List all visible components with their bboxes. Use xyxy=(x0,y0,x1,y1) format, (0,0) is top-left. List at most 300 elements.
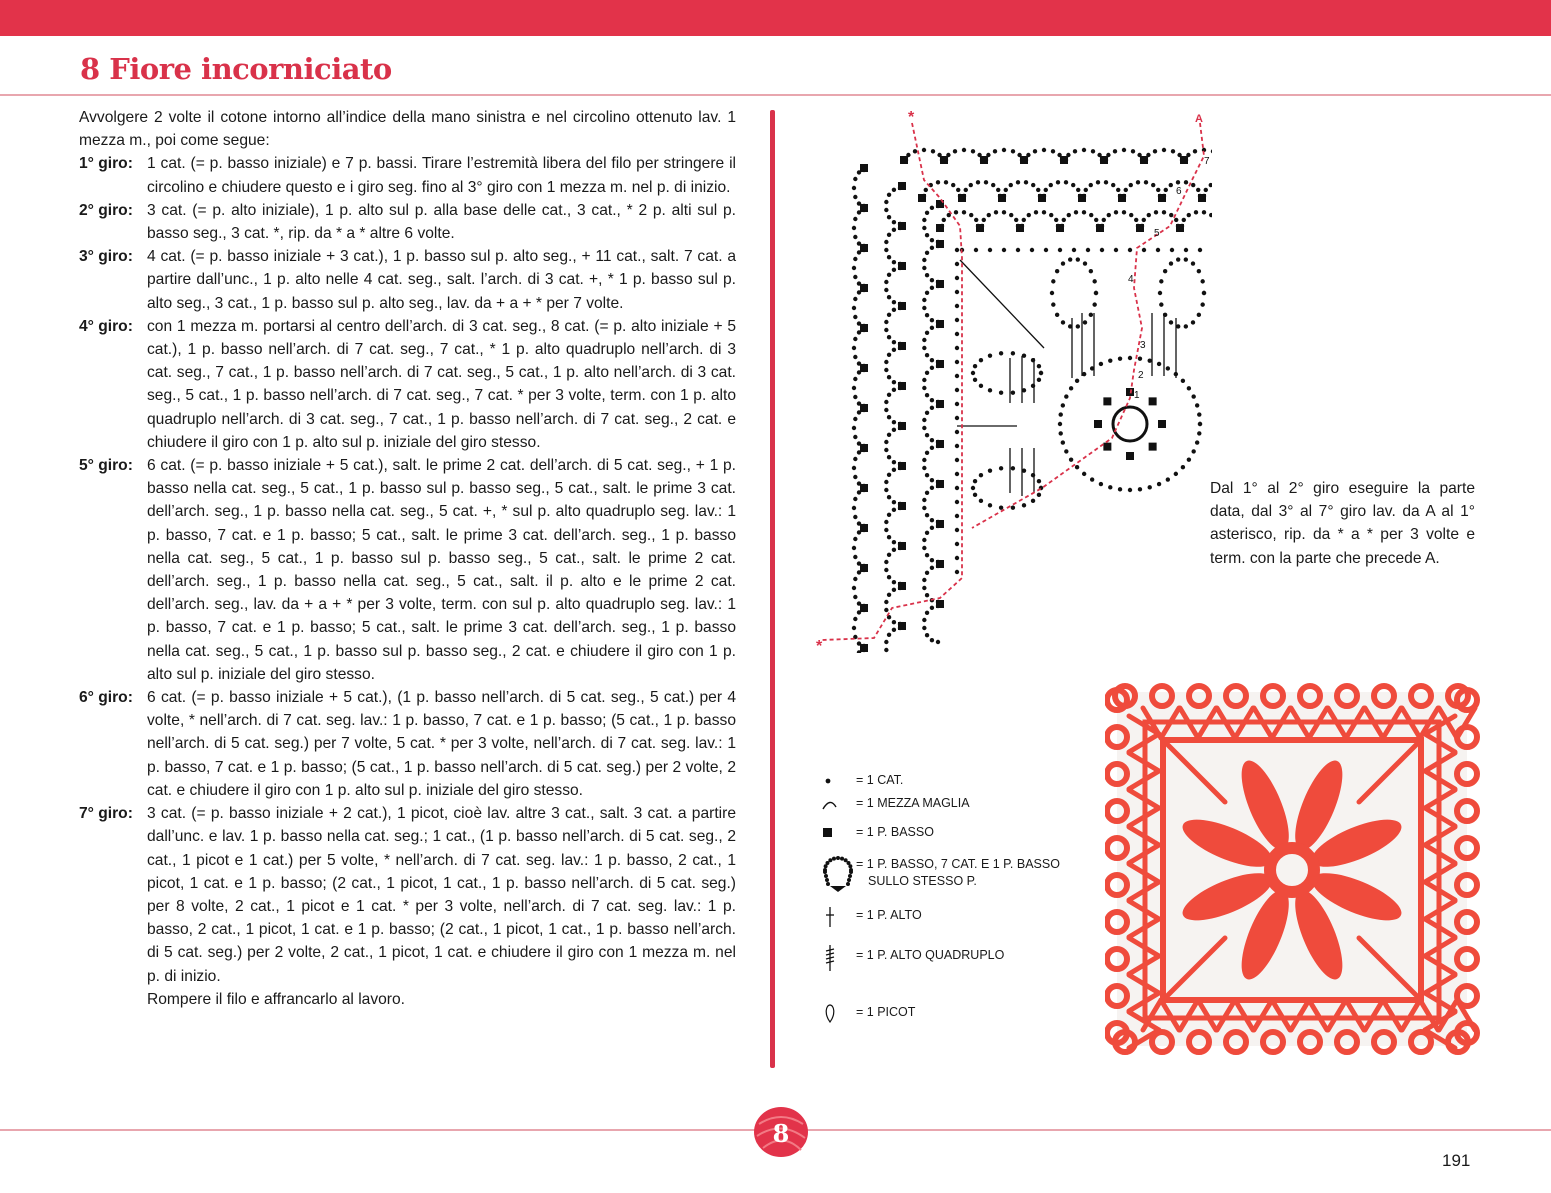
chain-stitch xyxy=(1195,403,1199,407)
page-title: 8 Fiore incorniciato xyxy=(80,52,392,86)
chain-stitch xyxy=(922,538,926,542)
chain-stitch xyxy=(1142,218,1146,222)
round-2 xyxy=(79,199,736,245)
chain-stitch xyxy=(1076,257,1080,261)
single-crochet xyxy=(936,440,944,448)
chain-stitch xyxy=(955,290,959,294)
chain-stitch xyxy=(930,358,934,362)
chain-stitch xyxy=(922,378,926,382)
chain-stitch xyxy=(1169,183,1173,187)
chain-stitch xyxy=(922,506,926,510)
single-crochet xyxy=(860,644,868,652)
chain-stitch xyxy=(930,318,934,322)
instructions-text xyxy=(79,106,736,1011)
single-crochet xyxy=(860,444,868,452)
chain-stitch xyxy=(1061,261,1065,265)
chain-stitch xyxy=(1211,149,1212,153)
chain-stitch xyxy=(930,398,934,402)
chain-stitch xyxy=(1075,379,1079,383)
chain-stitch xyxy=(955,528,959,532)
chain-stitch xyxy=(853,235,857,239)
single-crochet xyxy=(898,582,906,590)
chain-stitch xyxy=(1166,477,1170,481)
single-crochet xyxy=(860,524,868,532)
chain-stitch xyxy=(887,193,891,197)
legend-label-line: = 1 P. BASSO, 7 CAT. E 1 P. BASSO xyxy=(856,857,1060,871)
diagram-note: Dal 1° al 2° giro eseguire la parte data, dal 3° al 7° giro lav. da A al 1° asterisco, rip. da * a * per 3 volte e term. con la parte che precede A. xyxy=(1210,480,1475,567)
chain-stitch xyxy=(884,568,888,572)
chain-stitch xyxy=(944,180,948,184)
single-crochet xyxy=(860,204,868,212)
chain-stitch xyxy=(976,180,980,184)
chain-stitch xyxy=(1049,213,1053,217)
chain-stitch xyxy=(1118,356,1122,360)
chain-stitch xyxy=(930,486,934,490)
chain-stitch xyxy=(1102,218,1106,222)
chain-stitch xyxy=(1069,386,1073,390)
chain-stitch xyxy=(922,418,926,422)
chain-stitch xyxy=(925,633,929,637)
chain-stitch xyxy=(1075,465,1079,469)
chain-stitch xyxy=(925,291,929,295)
chain-stitch xyxy=(1204,188,1208,192)
chain-stitch xyxy=(852,426,856,430)
chain-stitch xyxy=(1002,210,1006,214)
chain-stitch xyxy=(922,546,926,550)
chain-stitch xyxy=(922,258,926,262)
single-crochet xyxy=(898,302,906,310)
chain-stitch xyxy=(1034,210,1038,214)
chain-stitch xyxy=(1116,188,1120,192)
chain-stitch xyxy=(1128,356,1132,360)
chain-stitch xyxy=(892,468,896,472)
chain-stitch xyxy=(887,393,891,397)
chain-stitch xyxy=(1156,188,1160,192)
chain-stitch xyxy=(887,575,891,579)
chain-stitch xyxy=(892,340,896,344)
single-crochet xyxy=(898,462,906,470)
chain-stitch xyxy=(913,149,917,153)
chain-stitch xyxy=(942,218,946,222)
chain-stitch xyxy=(988,353,992,357)
chain-stitch xyxy=(1037,493,1041,497)
single-crochet xyxy=(898,262,906,270)
chain-stitch xyxy=(853,417,857,421)
single-crochet xyxy=(936,600,944,608)
chain-stitch xyxy=(1011,149,1015,153)
chain-stitch xyxy=(955,570,959,574)
chain-stitch xyxy=(1187,457,1191,461)
round-label: 2° giro: xyxy=(79,201,133,219)
single-crochet xyxy=(1060,156,1068,164)
slip-stitch-icon xyxy=(820,793,852,823)
round-7 xyxy=(79,802,736,988)
chain-stitch xyxy=(1191,320,1195,324)
chain-stitch xyxy=(1151,183,1155,187)
chain-stitch xyxy=(852,506,856,510)
chain-stitch xyxy=(925,513,929,517)
chain-stitch xyxy=(922,306,926,310)
chain-stitch xyxy=(922,298,926,302)
single-crochet xyxy=(998,194,1006,202)
chain-stitch xyxy=(1016,248,1020,252)
chain-stitch xyxy=(1049,183,1053,187)
chain-stitch xyxy=(1181,379,1185,383)
chain-stitch xyxy=(884,360,888,364)
chain-stitch xyxy=(887,535,891,539)
chain-stitch xyxy=(853,257,857,261)
chain-stitch xyxy=(922,626,926,630)
chain-stitch xyxy=(887,553,891,557)
chain-stitch xyxy=(887,255,891,259)
chain-stitch xyxy=(1104,180,1108,184)
chain-stitch xyxy=(1059,412,1063,416)
single-crochet xyxy=(898,342,906,350)
chain-stitch xyxy=(931,149,935,153)
chain-stitch xyxy=(887,353,891,357)
chain-stitch xyxy=(1002,248,1006,252)
chain-stitch xyxy=(955,318,959,322)
chain-stitch xyxy=(884,608,888,612)
chain-stitch xyxy=(1108,358,1112,362)
chain-stitch xyxy=(973,493,977,497)
chain-stitch xyxy=(1042,148,1046,152)
chain-stitch xyxy=(999,505,1003,509)
chain-stitch xyxy=(1136,180,1140,184)
chain-stitch xyxy=(1050,291,1054,295)
chain-stitch xyxy=(884,448,888,452)
single-crochet xyxy=(898,422,906,430)
chain-stitch xyxy=(852,546,856,550)
chain-stitch xyxy=(1209,183,1212,187)
top-color-bar xyxy=(0,0,1551,36)
chain-stitch xyxy=(930,558,934,562)
chain-stitch xyxy=(922,586,926,590)
round-1 xyxy=(79,152,736,198)
chain-stitch xyxy=(930,246,934,250)
chain-stitch xyxy=(988,503,992,507)
single-crochet xyxy=(936,480,944,488)
chain-stitch xyxy=(853,577,857,581)
chain-stitch xyxy=(853,217,857,221)
chain-stitch xyxy=(994,210,998,214)
chain-stitch xyxy=(1195,440,1199,444)
round-text: 6 cat. (= p. basso iniziale + 5 cat.), (1 p. basso nell’arch. di 5 cat. seg., 5 cat.) per 4 volte, * nell’arch. di 7 cat. seg. lav.: 1 p. basso, 7 cat. e 1 p. basso; (5 cat., 1 p. basso nell’arch. di 5 cat. seg.) per 7 volte, 5 cat. * per 3 volte, nell’arch. di 7 cat. seg. lav.: 1 p. basso, 7 cat. e 1 p. basso; (5 cat., 1 p. basso nell’arch. di 5 cat. seg.) per 2 volte, 2 cat. e chiudere il giro con 1 p. alto sul p. iniziale del giro stesso. xyxy=(147,689,736,799)
chain-stitch xyxy=(892,308,896,312)
chain-stitch xyxy=(1094,291,1098,295)
chain-stitch xyxy=(925,571,929,575)
chain-stitch xyxy=(884,208,888,212)
crochet-square-photo xyxy=(1105,678,1480,1060)
chain-stitch xyxy=(930,638,934,642)
chain-stitch xyxy=(892,348,896,352)
chain-stitch xyxy=(853,537,857,541)
chain-stitch xyxy=(887,455,891,459)
legend-label-line: SULLO STESSO P. xyxy=(868,874,977,888)
chain-stitch xyxy=(1197,313,1201,317)
single-crochet xyxy=(898,182,906,190)
round-number: 5 xyxy=(1154,228,1160,239)
single-crochet xyxy=(1140,156,1148,164)
chain-stitch xyxy=(930,238,934,242)
chain-stitch xyxy=(853,555,857,559)
chain-stitch xyxy=(1200,302,1204,306)
chain-stitch xyxy=(1144,180,1148,184)
round-label: 4° giro: xyxy=(79,317,133,335)
chain-stitch xyxy=(999,466,1003,470)
chain-stitch xyxy=(1159,302,1163,306)
column-divider xyxy=(770,110,775,1068)
chain-stitch xyxy=(1187,213,1191,217)
round-text: 4 cat. (= p. basso iniziale + 3 cat.), 1 p. basso sul p. alto seg., + 11 cat., salt. 7 cat. a partire dall’unc., 1 p. alto nelle 4 cat. seg., salt. l’arch. di 3 cat. +, * 1 p. basso sul p. alto seg., 3 cat., 1 p. basso sul p. alto seg., lav. da + a + * per 7 volte. xyxy=(147,248,736,312)
chain-stitch xyxy=(1129,213,1133,217)
chain-stitch xyxy=(1184,248,1188,252)
chain-stitch xyxy=(892,580,896,584)
chain-stitch xyxy=(884,600,888,604)
chain-stitch xyxy=(925,433,929,437)
chain-stitch xyxy=(922,218,926,222)
chain-stitch xyxy=(1176,257,1180,261)
chain-stitch xyxy=(1064,180,1068,184)
chain-stitch xyxy=(954,210,958,214)
chain-stitch xyxy=(884,520,888,524)
chain-stitch xyxy=(925,273,929,277)
chain-stitch xyxy=(1083,320,1087,324)
single-crochet xyxy=(936,560,944,568)
single-crochet xyxy=(1126,452,1134,460)
chain-stitch xyxy=(884,488,888,492)
chain-stitch xyxy=(1092,279,1096,283)
chain-stitch xyxy=(884,200,888,204)
single-crochet xyxy=(860,484,868,492)
title-divider xyxy=(0,94,1551,96)
chain-stitch xyxy=(1089,313,1093,317)
chain-stitch xyxy=(1128,488,1132,492)
chain-stitch xyxy=(1073,149,1077,153)
chain-stitch xyxy=(852,306,856,310)
chain-stitch xyxy=(1142,248,1146,252)
chain-stitch xyxy=(1197,431,1201,435)
chain-stitch xyxy=(1197,269,1201,273)
chain-stitch xyxy=(887,335,891,339)
chain-stitch xyxy=(1153,149,1157,153)
start-asterisk: * xyxy=(908,109,915,126)
chain-stitch xyxy=(925,473,929,477)
chain-stitch xyxy=(1016,180,1020,184)
chain-stitch xyxy=(1004,188,1008,192)
chain-stitch xyxy=(925,251,929,255)
chain-stitch xyxy=(955,402,959,406)
chain-stitch xyxy=(979,358,983,362)
round-numbers xyxy=(1128,156,1210,401)
chain-stitch xyxy=(955,542,959,546)
page-number: 191 xyxy=(1442,1151,1471,1170)
chain-stitch xyxy=(1094,218,1098,222)
chain-stitch xyxy=(1162,148,1166,152)
chain-stitch xyxy=(1044,248,1048,252)
chain-stitch xyxy=(887,495,891,499)
chain-stitch xyxy=(892,388,896,392)
chain-stitch xyxy=(1009,213,1013,217)
single-crochet xyxy=(1136,224,1144,232)
round-number: 6 xyxy=(1176,186,1182,197)
single-crochet xyxy=(936,280,944,288)
chain-stitch xyxy=(1114,248,1118,252)
legend-label: = 1 P. ALTO xyxy=(856,908,922,922)
single-crochet xyxy=(898,542,906,550)
picot-icon xyxy=(820,1002,852,1032)
chain-stitch xyxy=(1198,422,1202,426)
chain-stitch xyxy=(955,458,959,462)
chain-stitch xyxy=(925,531,929,535)
chain-stitch xyxy=(853,315,857,319)
single-crochet xyxy=(898,222,906,230)
chain-stitch xyxy=(1022,503,1026,507)
chain-stitch xyxy=(1064,394,1068,398)
chain-stitch xyxy=(1202,291,1206,295)
single-crochet xyxy=(1176,224,1184,232)
single-crochet xyxy=(1158,420,1166,428)
chain-stitch xyxy=(884,320,888,324)
chain-stitch xyxy=(1113,149,1117,153)
chain-stitch xyxy=(996,188,1000,192)
chain-stitch xyxy=(1011,390,1015,394)
chain-stitch xyxy=(1158,291,1162,295)
round-label: 1° giro: xyxy=(79,155,133,173)
single-crochet xyxy=(1016,224,1024,232)
double-crochet-icon xyxy=(820,905,852,935)
chain-stitch xyxy=(1147,213,1151,217)
chain-stitch xyxy=(1114,210,1118,214)
chain-stitch xyxy=(1082,472,1086,476)
loop-icon xyxy=(820,854,856,894)
chain-stitch xyxy=(884,408,888,412)
chain-stitch xyxy=(892,628,896,632)
legend-item xyxy=(820,1002,1090,1032)
chain-stitch xyxy=(1157,362,1161,366)
chain-stitch xyxy=(887,433,891,437)
chain-stitch xyxy=(1108,485,1112,489)
chain-stitch xyxy=(922,466,926,470)
chain-stitch xyxy=(853,497,857,501)
chain-stitch xyxy=(1163,269,1167,273)
single-crochet xyxy=(1100,156,1108,164)
chain-stitch xyxy=(887,513,891,517)
chain-stitch xyxy=(922,226,926,230)
single-crochet xyxy=(898,382,906,390)
round-number: 3 xyxy=(1140,340,1146,351)
chain-stitch xyxy=(925,393,929,397)
chain-stitch xyxy=(1036,188,1040,192)
chain-stitch xyxy=(922,148,926,152)
single-crochet xyxy=(1198,194,1206,202)
chain-stitch xyxy=(1184,257,1188,261)
chain-stitch xyxy=(956,188,960,192)
chain-stitch xyxy=(922,338,926,342)
chain-stitch xyxy=(1033,149,1037,153)
chain-stitch xyxy=(1011,505,1015,509)
legend-label: = 1 PICOT xyxy=(856,1005,916,1019)
chain-stitch xyxy=(884,560,888,564)
single-crochet xyxy=(860,244,868,252)
chain-stitch xyxy=(1198,248,1202,252)
chain-stitch xyxy=(922,386,926,390)
chain-stitch xyxy=(853,377,857,381)
chain-stitch xyxy=(887,313,891,317)
chain-stitch xyxy=(853,475,857,479)
chain-stitch xyxy=(971,371,975,375)
chain-stitch xyxy=(892,508,896,512)
round-text: 6 cat. (= p. basso iniziale + 5 cat.), salt. le prime 2 cat. dell’arch. di 5 cat. seg., + 1 p. basso nella cat. seg., 5 cat., 1 p. basso sul p. basso seg., 5 cat., salt. le prime 3 cat. dell’arch. seg., 1 p. basso nella cat. seg., 5 cat. +, * sul p. alto quadruplo seg. lav.: 1 p. basso, 7 cat. e 1 p. basso; 5 cat., salt. le prime 3 cat. dell’arch. seg., 1 p. basso nella cat. seg., 5 cat., 1 p. basso sul p. basso seg., 5 cat., salt. le prime 2 cat. dell’arch. seg., 1 p. basso nella cat. seg., 5 cat., salt. il p. alto e le prime 2 cat. dell’arch. seg., lav. da + a + * per 3 volte, term. con sul p. alto quadruplo seg. lav.: 1 p. basso, 7 cat. e 1 p. basso; 5 cat., salt. le prime 3 cat. dell’arch. seg., 1 p. basso nella cat. seg., 5 cat., 1 p. basso sul p. basso seg., 2 cat. e chiudere il giro con 1 p. alto sul p. iniziale del giro stesso. xyxy=(147,457,736,683)
chain-stitch xyxy=(955,374,959,378)
chain-stitch xyxy=(887,295,891,299)
chain-stitch xyxy=(892,548,896,552)
chain-stitch xyxy=(925,491,929,495)
chain-stitch xyxy=(884,528,888,532)
round-3 xyxy=(79,245,736,315)
chain-stitch xyxy=(930,526,934,530)
legend-item xyxy=(820,945,1090,975)
chain-stitch xyxy=(925,233,929,237)
chain-stitch xyxy=(925,411,929,415)
round-text: 1 cat. (= p. basso iniziale) e 7 p. bassi. Tirare l’estremità libera del filo per stringere il circolino e chiudere questo e i giro seg. fino al 3° giro con 1 mezza m. nel p. di inizio. xyxy=(147,155,736,196)
chain-stitch xyxy=(1014,218,1018,222)
chain-stitch xyxy=(971,486,975,490)
chain-stitch xyxy=(1027,213,1031,217)
single-crochet xyxy=(860,604,868,612)
chain-stitch xyxy=(1174,218,1178,222)
chain-stitch xyxy=(1184,324,1188,328)
single-crochet xyxy=(1078,194,1086,202)
chain-stitch xyxy=(1037,364,1041,368)
marker-a: A xyxy=(1195,113,1203,125)
chain-stitch xyxy=(1061,320,1065,324)
chain-stitch xyxy=(1002,148,1006,152)
chain-stitch xyxy=(1128,248,1132,252)
chain-stitch xyxy=(1061,403,1065,407)
chain-stitch xyxy=(884,280,888,284)
chain-stitch xyxy=(971,149,975,153)
chain-stitch xyxy=(969,183,973,187)
chain-stitch xyxy=(1162,210,1166,214)
chain-stitch xyxy=(1064,449,1068,453)
chain-stitch xyxy=(892,588,896,592)
chain-stitch xyxy=(853,395,857,399)
round-number: 7 xyxy=(1204,156,1210,167)
chain-stitch xyxy=(955,304,959,308)
single-crochet xyxy=(980,156,988,164)
chain-stitch xyxy=(892,620,896,624)
chain-stitch xyxy=(1131,149,1135,153)
chain-stitch xyxy=(979,384,983,388)
single-crochet xyxy=(898,502,906,510)
chain-stitch xyxy=(1191,261,1195,265)
chain-stitch xyxy=(884,480,888,484)
chain-stitch xyxy=(1051,302,1055,306)
chain-stitch xyxy=(930,326,934,330)
chain-stitch xyxy=(853,595,857,599)
single-crochet xyxy=(1149,397,1157,405)
chain-stitch xyxy=(925,611,929,615)
chain-stitch xyxy=(1051,279,1055,283)
quadruple-crochet-icon xyxy=(820,945,852,975)
chain-stitch xyxy=(892,500,896,504)
chain-stitch xyxy=(1089,213,1093,217)
chain-stitch xyxy=(936,180,940,184)
chain-stitch xyxy=(922,578,926,582)
chain-stitch xyxy=(1182,218,1186,222)
chain-stitch xyxy=(982,218,986,222)
